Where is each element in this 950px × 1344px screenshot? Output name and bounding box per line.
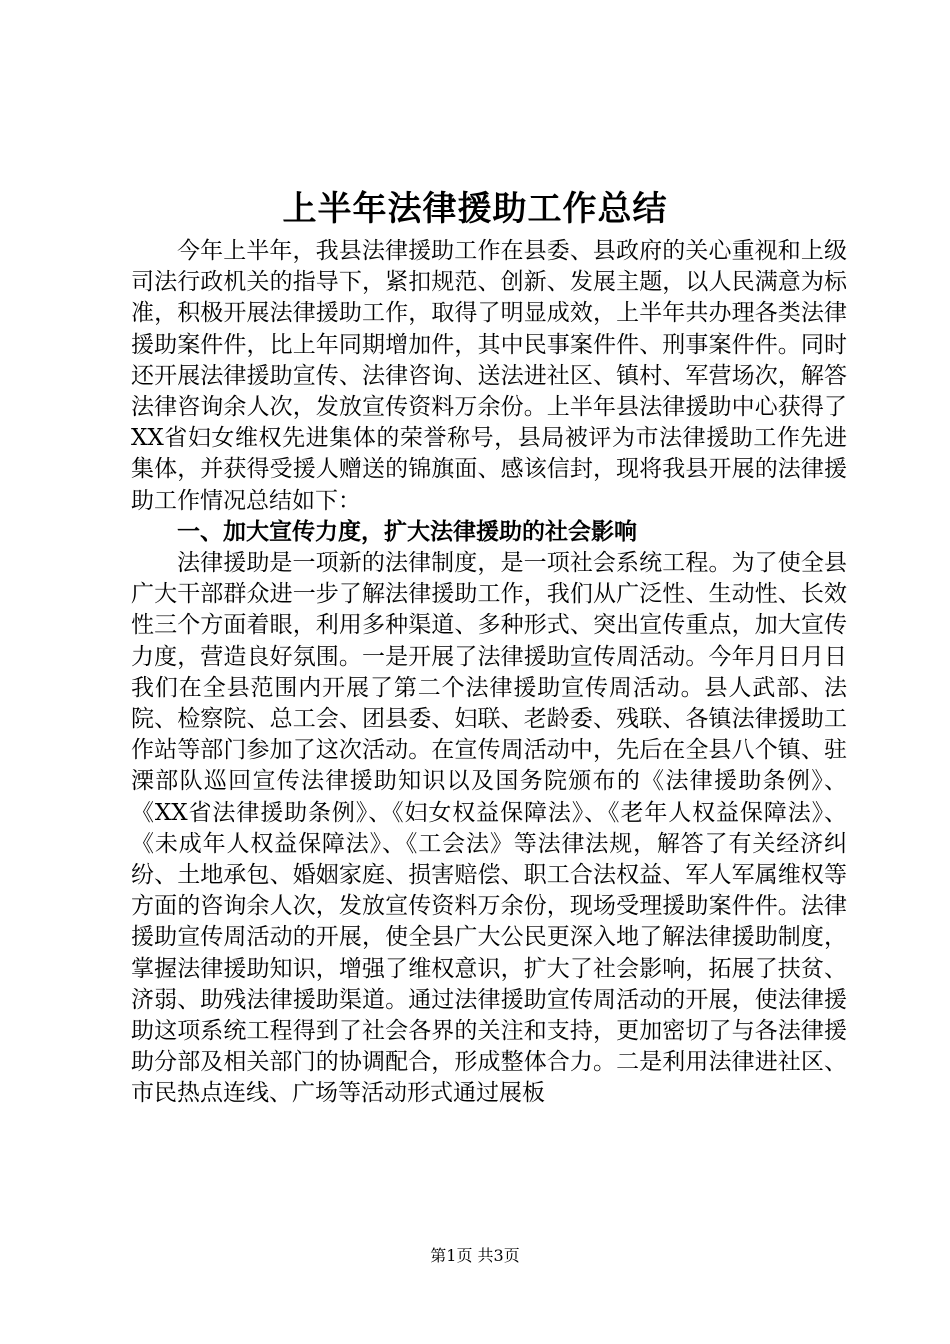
document-title: 上半年法律援助工作总结 xyxy=(282,189,668,229)
page-footer: 第1页 共3页 xyxy=(430,1246,520,1265)
section-heading: 一、加大宣传力度，扩大法律援助的社会影响 xyxy=(177,518,637,545)
section-paragraph: 法律援助是一项新的法律制度，是一项社会系统工程。为了使全县广大干部群众进一步了解法律援助工作，我们从广泛性、生动性、长效性三个方面着眼，利用多种渠道、多种形式、突出宣传重点，加大宣传力度，营造良好氛围。一是开展了法律援助宣传周活动。今年月日月日我们在全县范围内开展了第二个法律援助宣传周活动。县人武部、法院、检察院、总工会、团县委、妇联、老龄委、残联、各镇法律援助工作站等部门参加了这次活动。在宣传周活动中，先后在全县八个镇、驻溧部队巡回宣传法律援助知识以及国务院颁布的《法律援助条例》、《XX省法律援助条例》、《妇女权益保障法》、《老年人权益保障法》、《未成年人权益保障法》、《工会法》等法律法规，解答了有关经济纠纷、土地承包、婚姻家庭、损害赔偿、职工合法权益、军人军属维权等方面的咨询余人次，发放宣传资料万余份，现场受理援助案件件。法律援助宣传周活动的开展，使全县广大公民更深入地了解法律援助制度，掌握法律援助知识，增强了维权意识，扩大了社会影响，拓展了扶贫、济弱、助残法律援助渠道。通过法律援助宣传周活动的开展，使法律援助这项系统工程得到了社会各界的关注和支持，更加密切了与各法律援助分部及相关部门的协调配合，形成整体合力。二是利用法律进社区、市民热点连线、广场等活动形式通过展板 xyxy=(131,550,847,1107)
intro-paragraph: 今年上半年，我县法律援助工作在县委、县政府的关心重视和上级司法行政机关的指导下，紧扣规范、创新、发展主题，以人民满意为标准，积极开展法律援助工作，取得了明显成效，上半年共办理各类法律援助案件件，比上年同期增加件，其中民事案件件、刑事案件件。同时还开展法律援助宣传、法律咨询、送法进社区、镇村、军营场次，解答法律咨询余人次，发放宣传资料万余份。上半年县法律援助中心获得了XX省妇女维权先进集体的荣誉称号，县局被评为市法律援助工作先进集体，并获得受援人赠送的锦旗面、感该信封，现将我县开展的法律援助工作情况总结如下： xyxy=(131,238,847,514)
document-body xyxy=(131,236,847,1110)
